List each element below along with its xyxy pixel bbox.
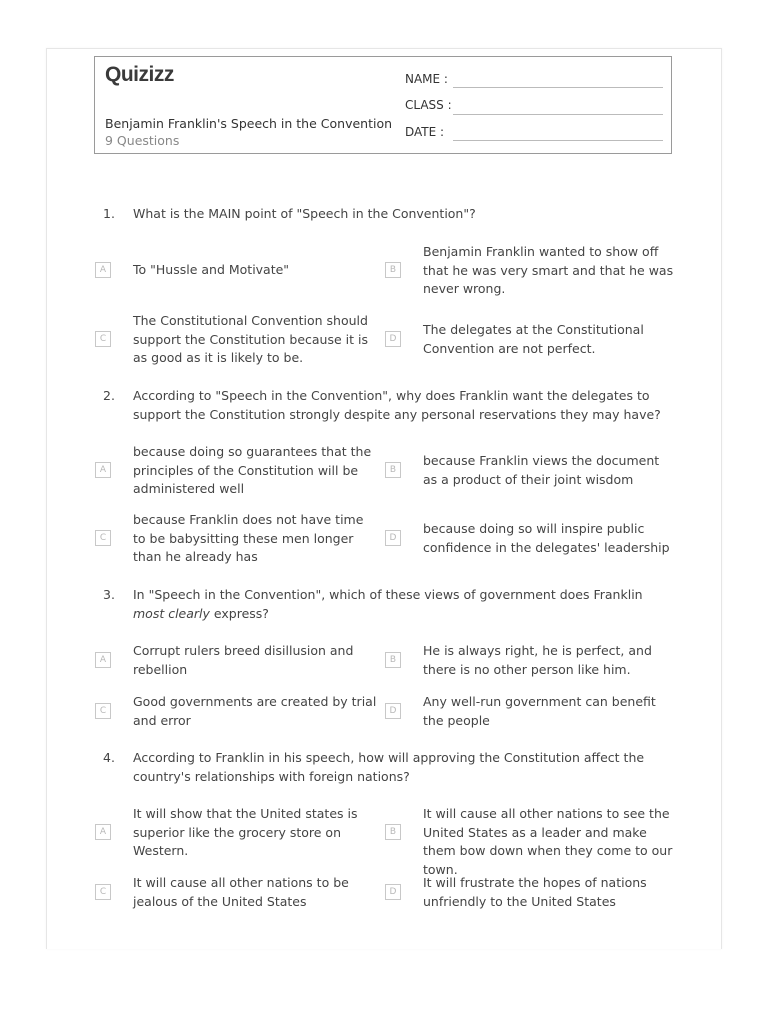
option-c-text: because Franklin does not have time to be babysitting these men longer than he already has: [133, 512, 364, 564]
option-c-box[interactable]: C: [95, 703, 111, 719]
date-field[interactable]: [453, 140, 663, 141]
option-d-text: The delegates at the Constitutional Convention are not perfect.: [423, 322, 644, 356]
option-c-box[interactable]: C: [95, 884, 111, 900]
option-d-text: Any well-run government can benefit the people: [423, 694, 656, 728]
option-b-text: Benjamin Franklin wanted to show off that he was very smart and that he was never wrong.: [423, 244, 674, 296]
question-text-emphasis: most clearly: [133, 605, 210, 621]
option-a-text: To "Hussle and Motivate": [133, 262, 290, 277]
quizizz-logo: Quizizz: [105, 63, 174, 86]
option-a-box[interactable]: A: [95, 824, 111, 840]
option-b-box[interactable]: B: [385, 824, 401, 840]
option-b-box[interactable]: B: [385, 262, 401, 278]
question-number: 3.: [103, 587, 115, 602]
question-text: What is the MAIN point of "Speech in the Convention"?: [133, 206, 476, 221]
option-c-box[interactable]: C: [95, 331, 111, 347]
question-number: 4.: [103, 750, 115, 765]
option-a-box[interactable]: A: [95, 262, 111, 278]
question-text-start: In "Speech in the Convention", which of these views of government does Franklin: [133, 587, 643, 602]
name-label: NAME :: [405, 72, 448, 86]
option-c-text: The Constitutional Convention should support the Constitution because it is as good as it is likely to be.: [133, 313, 368, 365]
option-b-text: It will cause all other nations to see the United States as a leader and make them bow down when they come to our town.: [423, 806, 673, 877]
question-text: [133, 586, 668, 623]
option-a-text: because doing so guarantees that the principles of the Constitution will be administered well: [133, 444, 372, 496]
date-label: DATE :: [405, 125, 445, 139]
option-a-box[interactable]: A: [95, 652, 111, 668]
question-number: 1.: [103, 206, 115, 221]
option-d-box[interactable]: D: [385, 703, 401, 719]
option-a-box[interactable]: A: [95, 462, 111, 478]
option-c-box[interactable]: C: [95, 530, 111, 546]
question-text-end: express?: [209, 605, 269, 621]
name-field[interactable]: [453, 87, 663, 88]
option-c-text: It will cause all other nations to be jealous of the United States: [133, 875, 349, 909]
question-text: According to "Speech in the Convention", why does Franklin want the delegates to support the Constitution strongly despite any personal reservations they may have?: [133, 388, 661, 422]
class-field[interactable]: [453, 114, 663, 115]
option-a-text: Corrupt rulers breed disillusion and rebellion: [133, 643, 354, 677]
question-count: 9 Questions: [105, 133, 180, 148]
option-b-box[interactable]: B: [385, 462, 401, 478]
option-d-text: It will frustrate the hopes of nations unfriendly to the United States: [423, 875, 647, 909]
option-b-text: because Franklin views the document as a product of their joint wisdom: [423, 453, 660, 487]
option-b-text: He is always right, he is perfect, and there is no other person like him.: [423, 643, 652, 677]
question-text: According to Franklin in his speech, how will approving the Constitution affect the country's relationships with foreign nations?: [133, 750, 645, 784]
option-a-text: It will show that the United states is superior like the grocery store on Western.: [133, 806, 358, 858]
option-d-box[interactable]: D: [385, 331, 401, 347]
option-d-box[interactable]: D: [385, 884, 401, 900]
option-d-box[interactable]: D: [385, 530, 401, 546]
worksheet-header: [94, 56, 672, 154]
option-b-box[interactable]: B: [385, 652, 401, 668]
class-label: CLASS :: [405, 98, 452, 112]
option-c-text: Good governments are created by trial and error: [133, 694, 377, 728]
question-number: 2.: [103, 388, 115, 403]
quiz-title: Benjamin Franklin's Speech in the Convention: [105, 116, 393, 131]
option-d-text: because doing so will inspire public confidence in the delegates' leadership: [423, 521, 670, 555]
